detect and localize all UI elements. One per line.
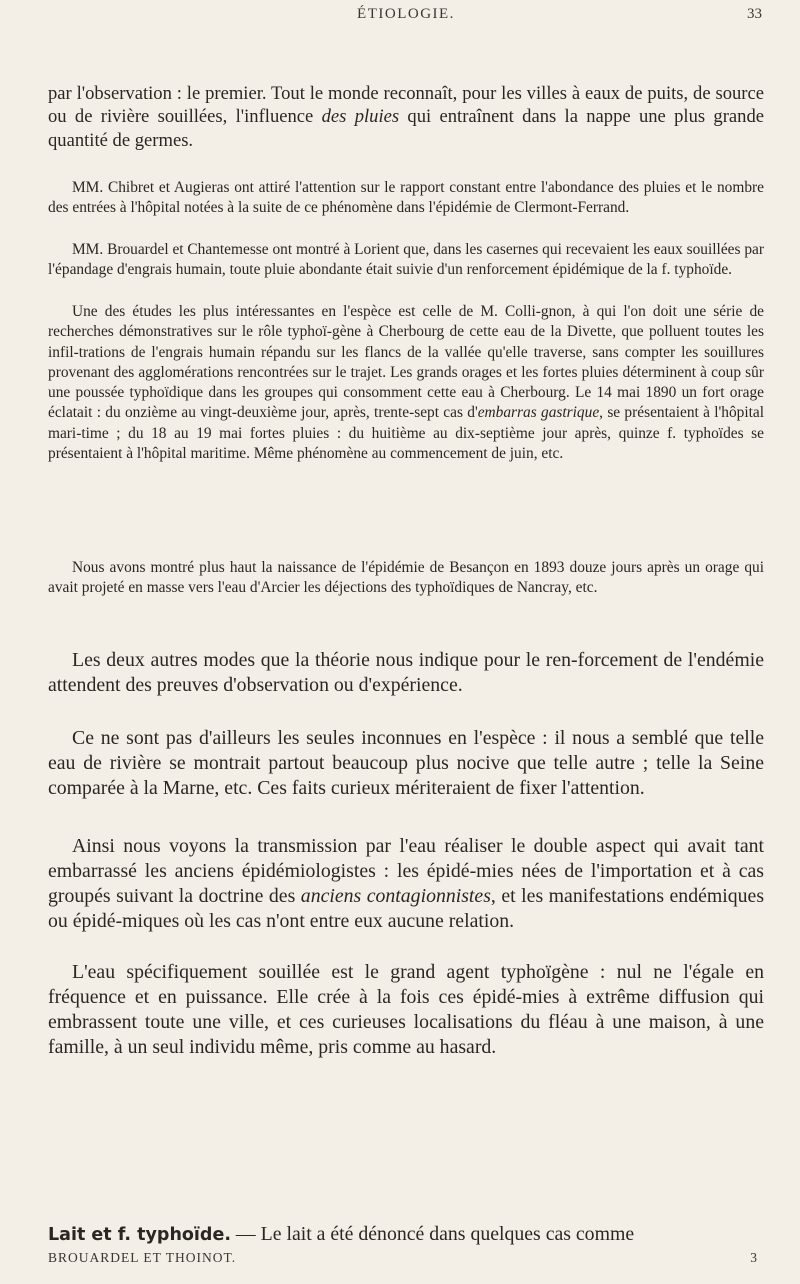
paragraph-chibret-augieras: MM. Chibret et Augieras ont attiré l'attention sur le rapport constant entre l'abondance des pluies et le nombre des entrées à l'hôpital notées à la suite de ce phénomène dans l'épidémie de Clermont-Ferrand. [48,179,764,217]
paragraph-unknowns: Ce ne sont pas d'ailleurs les seules inconnues en l'espèce : il nous a semblé que telle eau de rivière se montrait partout beaucoup plus nocive que telle autre ; telle la Seine comparée à la Marne, etc. Ces faits curieux mériteraient de fixer l'attention. [48,727,764,799]
section-heading-milk: Lait et f. typhoïde. [48,1225,231,1245]
paragraph-brouardel-chantemesse: MM. Brouardel et Chantemesse ont montré à Lorient que, dans les casernes qui recevaient les eaux souillées par l'épandage d'engrais humain, toute pluie abondante était suivie d'un renforcement épidémique de la f. typhoïde. [48,241,764,279]
paragraph-transmission: Ainsi nous voyons la transmission par l'eau réaliser le double aspect qui avait tant embarrassé les anciens épidémiologistes : les épidé-mies nées de l'importation et à cas groupés suivant la doctrine des anciens contagionnistes, et les manifestations endémiques ou épidé-miques où les cas n'ont entre eux aucune relation. [48,835,765,932]
running-header [48,6,764,26]
footer-signature: BROUARDEL ET THOINOT. [48,1250,237,1265]
paragraph-besancon: Nous avons montré plus haut la naissance de l'épidémie de Besançon en 1893 douze jours après un orage qui avait projeté en masse vers l'eau d'Arcier les déjections des typhoïdiques de Nancray, etc. [48,559,764,597]
running-title: ÉTIOLOGIE. [357,6,455,22]
page-number: 33 [747,6,762,22]
paragraph-observation: par l'observation : le premier. Tout le monde reconnaît, pour les villes à eaux de puits, de source ou de rivière souillées, l'influence des pluies qui entraînent dans la nappe une plus grande quantité de germes. [48,83,764,151]
paragraph-collignon: Une des études les plus intéressantes en l'espèce est celle de M. Colli-gnon, à qui l'on doit une série de recherches démonstratives sur le rôle typhoï-gène à Cherbourg de cette eau de la Divette, que polluent toutes les infil-trations de l'engrais humain répandu sur les flancs de la vallée qu'elle traverse, sans compter les souillures provenant des agglomérations rencontrées sur le trajet. Les grands orages et les fortes pluies déterminent à coup sûr une poussée typhoïdique dans les groupes qui consomment cette eau à Cherbourg. Le 14 mai 1890 un fort orage éclatait : du onzième au vingt-deuxième jour, après, trente-sept cas d'embarras gastrique, se présentaient à l'hôpital mari-time ; du 18 au 19 mai fortes pluies : du huitième au dix-septième jour après, quinze f. typhoïdes se présentaient à l'hôpital maritime. Même phénomène au commencement de juin, etc. [48,303,765,463]
page-footer [48,1250,764,1266]
paragraph-specific-agent: L'eau spécifiquement souillée est le grand agent typhoïgène : nul ne l'égale en fréquence et en puissance. Elle crée à la fois ces épidé-mies à extrême diffusion qui embrassent toute une ville, et ces curieuses localisations du fléau à une maison, à une famille, à un seul individu même, pris comme au hasard. [48,961,764,1058]
paragraph-milk: Lait et f. typhoïde. — Le lait a été dénoncé dans quelques cas comme [48,1223,635,1245]
sheet-number: 3 [750,1250,758,1265]
paragraph-other-modes: Les deux autres modes que la théorie nous indique pour le ren-forcement de l'endémie attendent des preuves d'observation ou d'expérience. [48,649,764,696]
